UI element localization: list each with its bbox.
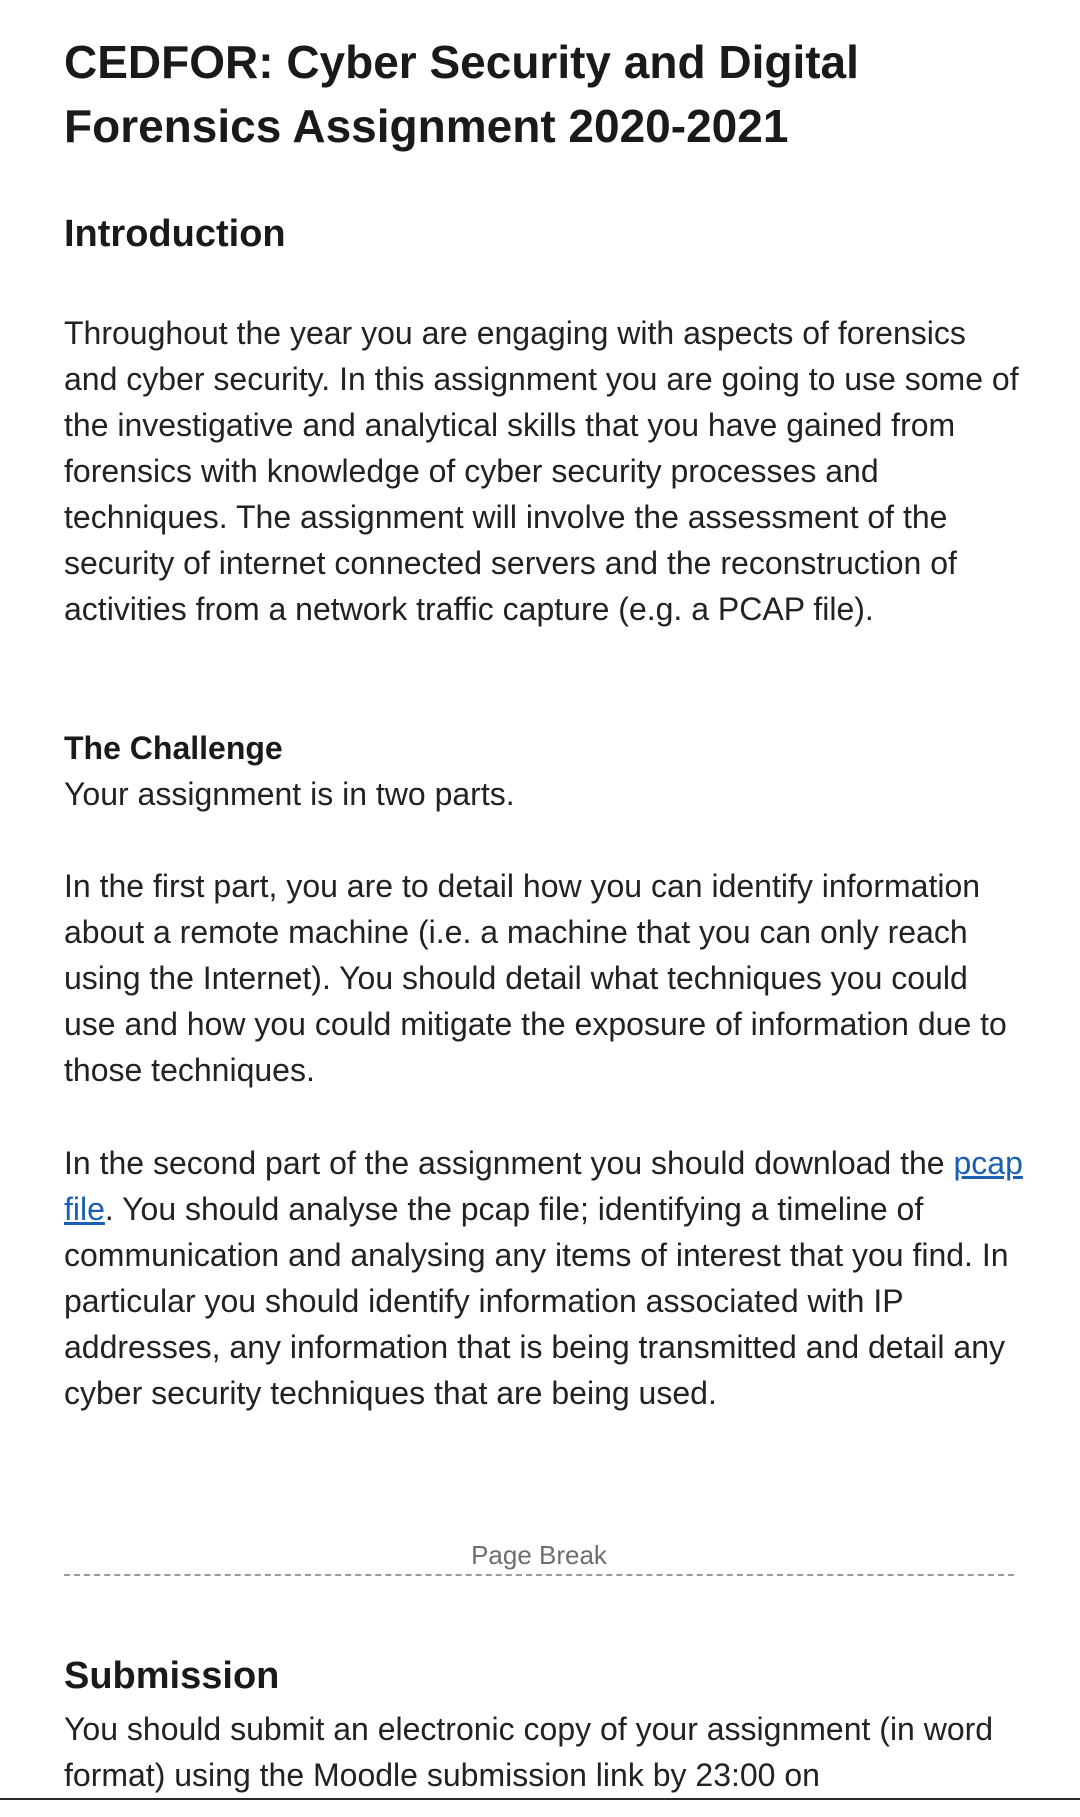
bottom-edge bbox=[0, 1798, 1080, 1817]
second-part-suffix: . You should analyse the pcap file; identifying a timeline of communication and analysing any items of interest that you find. In particular you should identify information associated with IP addresses, any information that is being transmitted and detail any cyber security techniques that are being used. bbox=[64, 1191, 1009, 1411]
page-break-line bbox=[64, 1574, 1014, 1576]
introduction-heading: Introduction bbox=[64, 213, 286, 255]
challenge-parts-paragraph: Your assignment is in two parts. bbox=[64, 776, 515, 812]
submission-heading: Submission bbox=[64, 1655, 280, 1697]
submission-paragraph: You should submit an electronic copy of your assignment (in word format) using the Moodle submission link by 23:00 on bbox=[64, 1711, 994, 1793]
second-part-paragraph bbox=[64, 1140, 1024, 1416]
pcap-file-link[interactable]: pcap file bbox=[64, 1145, 1023, 1227]
document-title: CEDFOR: Cyber Security and Digital Forensics Assignment 2020-2021 bbox=[64, 36, 859, 152]
page-break bbox=[64, 1540, 1014, 1580]
introduction-paragraph: Throughout the year you are engaging with aspects of forensics and cyber security. In this assignment you are going to use some of the investigative and analytical skills that you have gained from forensics with knowledge of cyber security processes and techniques. The assignment will involve the assessment of the security of internet connected servers and the reconstruction of activities from a network traffic capture (e.g. a PCAP file). bbox=[64, 315, 1019, 627]
second-part-prefix: In the second part of the assignment you should download the bbox=[64, 1145, 954, 1181]
first-part-paragraph: In the first part, you are to detail how you can identify information about a remote machine (i.e. a machine that you can only reach using the Internet). You should detail what techniques you could use and how you could mitigate the exposure of information due to those techniques. bbox=[64, 868, 1007, 1088]
page-break-label: Page Break bbox=[471, 1540, 607, 1570]
challenge-heading: The Challenge bbox=[64, 730, 283, 766]
